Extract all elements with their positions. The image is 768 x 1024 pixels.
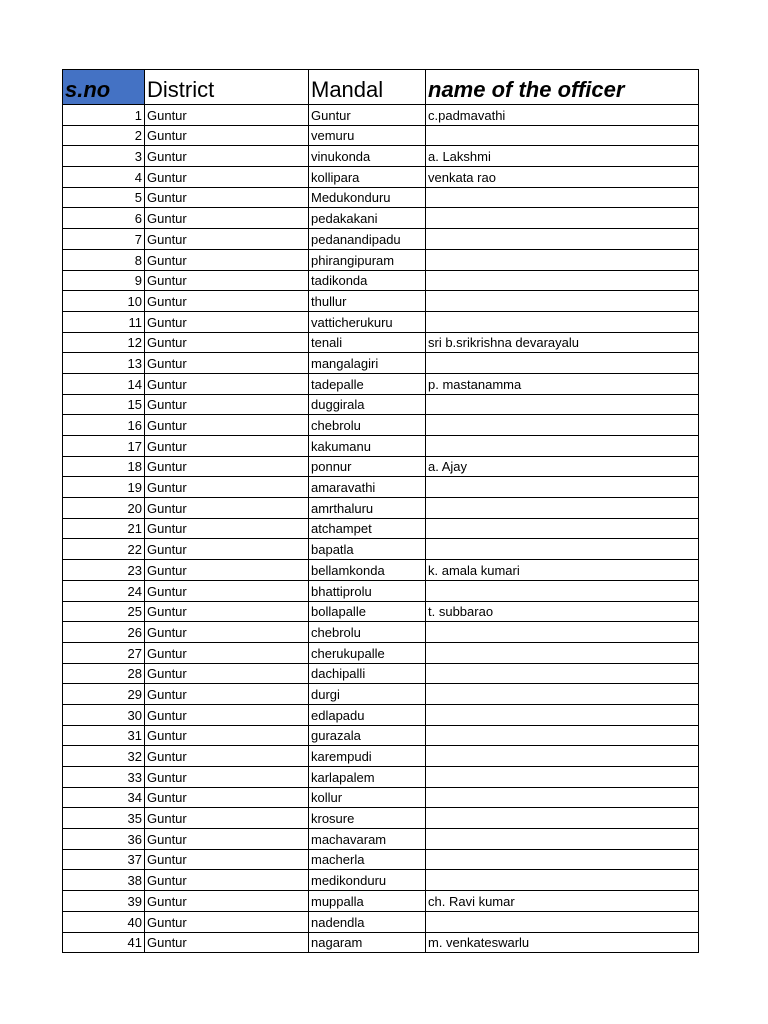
table-row [63, 394, 699, 415]
cell-mandal[interactable]: Medukonduru [309, 187, 426, 208]
cell-district[interactable]: Guntur [145, 477, 309, 498]
cell-sno[interactable]: 26 [63, 622, 145, 643]
cell-mandal[interactable]: durgi [309, 684, 426, 705]
cell-sno[interactable]: 21 [63, 518, 145, 539]
table-row [63, 146, 699, 167]
cell-district[interactable]: Guntur [145, 249, 309, 270]
cell-mandal[interactable]: atchampet [309, 518, 426, 539]
cell-officer[interactable] [426, 911, 699, 932]
cell-sno[interactable]: 19 [63, 477, 145, 498]
cell-officer[interactable]: p. mastanamma [426, 373, 699, 394]
cell-officer[interactable] [426, 415, 699, 436]
table-row [63, 291, 699, 312]
cell-mandal[interactable]: edlapadu [309, 704, 426, 725]
cell-officer[interactable] [426, 270, 699, 291]
cell-district[interactable]: Guntur [145, 684, 309, 705]
cell-mandal[interactable]: duggirala [309, 394, 426, 415]
cell-officer[interactable] [426, 663, 699, 684]
cell-district[interactable]: Guntur [145, 746, 309, 767]
cell-mandal[interactable]: cherukupalle [309, 642, 426, 663]
cell-officer[interactable]: venkata rao [426, 167, 699, 188]
cell-sno[interactable]: 9 [63, 270, 145, 291]
cell-mandal[interactable]: tadepalle [309, 373, 426, 394]
cell-mandal[interactable]: karempudi [309, 746, 426, 767]
cell-district[interactable]: Guntur [145, 498, 309, 519]
cell-mandal[interactable]: bellamkonda [309, 560, 426, 581]
cell-officer[interactable]: sri b.srikrishna devarayalu [426, 332, 699, 353]
cell-sno[interactable]: 38 [63, 870, 145, 891]
cell-district[interactable]: Guntur [145, 456, 309, 477]
cell-district[interactable]: Guntur [145, 415, 309, 436]
table-row [63, 187, 699, 208]
table-row [63, 808, 699, 829]
cell-district[interactable]: Guntur [145, 663, 309, 684]
cell-district[interactable]: Guntur [145, 849, 309, 870]
cell-officer[interactable] [426, 746, 699, 767]
table-row [63, 249, 699, 270]
cell-sno[interactable]: 36 [63, 829, 145, 850]
cell-officer[interactable] [426, 187, 699, 208]
cell-sno[interactable]: 24 [63, 580, 145, 601]
cell-district[interactable]: Guntur [145, 208, 309, 229]
cell-sno[interactable]: 8 [63, 249, 145, 270]
cell-officer[interactable] [426, 725, 699, 746]
cell-district[interactable]: Guntur [145, 394, 309, 415]
table-row [63, 436, 699, 457]
cell-mandal[interactable]: bapatla [309, 539, 426, 560]
cell-officer[interactable] [426, 767, 699, 788]
cell-mandal[interactable]: chebrolu [309, 415, 426, 436]
cell-sno[interactable]: 35 [63, 808, 145, 829]
cell-mandal[interactable]: bhattiprolu [309, 580, 426, 601]
cell-officer[interactable] [426, 518, 699, 539]
cell-sno[interactable]: 31 [63, 725, 145, 746]
cell-district[interactable]: Guntur [145, 187, 309, 208]
table-row [63, 704, 699, 725]
table-row [63, 746, 699, 767]
cell-mandal[interactable]: phirangipuram [309, 249, 426, 270]
cell-mandal[interactable]: medikonduru [309, 870, 426, 891]
header-row [63, 70, 699, 105]
cell-officer[interactable] [426, 291, 699, 312]
table-row [63, 911, 699, 932]
table-row [63, 498, 699, 519]
table-row [63, 932, 699, 953]
table-row [63, 125, 699, 146]
cell-district[interactable]: Guntur [145, 704, 309, 725]
cell-officer[interactable] [426, 477, 699, 498]
cell-mandal[interactable]: gurazala [309, 725, 426, 746]
cell-sno[interactable]: 17 [63, 436, 145, 457]
table-row [63, 208, 699, 229]
table-row [63, 560, 699, 581]
cell-district[interactable]: Guntur [145, 373, 309, 394]
cell-officer[interactable]: k. amala kumari [426, 560, 699, 581]
cell-district[interactable]: Guntur [145, 725, 309, 746]
cell-mandal[interactable]: tadikonda [309, 270, 426, 291]
cell-mandal[interactable]: nagaram [309, 932, 426, 953]
cell-officer[interactable] [426, 787, 699, 808]
cell-mandal[interactable]: pedanandipadu [309, 229, 426, 250]
cell-officer[interactable] [426, 436, 699, 457]
cell-sno[interactable]: 33 [63, 767, 145, 788]
cell-mandal[interactable]: kollipara [309, 167, 426, 188]
cell-officer[interactable] [426, 125, 699, 146]
cell-officer[interactable] [426, 580, 699, 601]
cell-officer[interactable]: t. subbarao [426, 601, 699, 622]
table-row [63, 787, 699, 808]
table-row [63, 725, 699, 746]
cell-district[interactable]: Guntur [145, 353, 309, 374]
cell-officer[interactable]: ch. Ravi kumar [426, 891, 699, 912]
cell-sno[interactable]: 29 [63, 684, 145, 705]
cell-officer[interactable] [426, 229, 699, 250]
cell-district[interactable]: Guntur [145, 601, 309, 622]
cell-sno[interactable]: 12 [63, 332, 145, 353]
cell-officer[interactable] [426, 249, 699, 270]
cell-mandal[interactable]: bollapalle [309, 601, 426, 622]
table-row [63, 642, 699, 663]
cell-district[interactable]: Guntur [145, 105, 309, 126]
cell-mandal[interactable]: pedakakani [309, 208, 426, 229]
cell-sno[interactable]: 28 [63, 663, 145, 684]
cell-mandal[interactable]: kakumanu [309, 436, 426, 457]
header-district[interactable]: District [145, 70, 309, 105]
cell-sno[interactable]: 39 [63, 891, 145, 912]
cell-mandal[interactable]: vinukonda [309, 146, 426, 167]
cell-mandal[interactable]: muppalla [309, 891, 426, 912]
table-row [63, 373, 699, 394]
cell-district[interactable]: Guntur [145, 167, 309, 188]
cell-district[interactable]: Guntur [145, 229, 309, 250]
table-row [63, 518, 699, 539]
cell-officer[interactable] [426, 394, 699, 415]
cell-officer[interactable] [426, 622, 699, 643]
cell-sno[interactable]: 41 [63, 932, 145, 953]
table-row [63, 580, 699, 601]
cell-mandal[interactable]: thullur [309, 291, 426, 312]
cell-sno[interactable]: 15 [63, 394, 145, 415]
cell-sno[interactable]: 18 [63, 456, 145, 477]
cell-district[interactable]: Guntur [145, 622, 309, 643]
cell-sno[interactable]: 5 [63, 187, 145, 208]
cell-sno[interactable]: 13 [63, 353, 145, 374]
cell-district[interactable]: Guntur [145, 808, 309, 829]
cell-officer[interactable] [426, 208, 699, 229]
cell-mandal[interactable]: machavaram [309, 829, 426, 850]
table-row [63, 684, 699, 705]
cell-mandal[interactable]: dachipalli [309, 663, 426, 684]
cell-sno[interactable]: 4 [63, 167, 145, 188]
table-row [63, 601, 699, 622]
cell-officer[interactable]: c.padmavathi [426, 105, 699, 126]
cell-district[interactable]: Guntur [145, 642, 309, 663]
table-row [63, 415, 699, 436]
cell-sno[interactable]: 32 [63, 746, 145, 767]
cell-district[interactable]: Guntur [145, 539, 309, 560]
cell-sno[interactable]: 40 [63, 911, 145, 932]
officer-table [62, 69, 699, 953]
cell-sno[interactable]: 10 [63, 291, 145, 312]
cell-sno[interactable]: 30 [63, 704, 145, 725]
table-row [63, 663, 699, 684]
table-row [63, 270, 699, 291]
cell-sno[interactable]: 6 [63, 208, 145, 229]
cell-district[interactable]: Guntur [145, 270, 309, 291]
cell-sno[interactable]: 22 [63, 539, 145, 560]
table-row [63, 229, 699, 250]
cell-mandal[interactable]: tenali [309, 332, 426, 353]
cell-mandal[interactable]: chebrolu [309, 622, 426, 643]
cell-district[interactable]: Guntur [145, 911, 309, 932]
cell-sno[interactable]: 34 [63, 787, 145, 808]
cell-officer[interactable] [426, 684, 699, 705]
cell-officer[interactable] [426, 849, 699, 870]
cell-district[interactable]: Guntur [145, 829, 309, 850]
table-row [63, 829, 699, 850]
table-row [63, 332, 699, 353]
cell-district[interactable]: Guntur [145, 146, 309, 167]
table-row [63, 105, 699, 126]
cell-mandal[interactable]: ponnur [309, 456, 426, 477]
cell-sno[interactable]: 23 [63, 560, 145, 581]
table-row [63, 891, 699, 912]
cell-officer[interactable]: a. Lakshmi [426, 146, 699, 167]
table-row [63, 477, 699, 498]
cell-sno[interactable]: 1 [63, 105, 145, 126]
table-row [63, 311, 699, 332]
table-row [63, 849, 699, 870]
cell-officer[interactable]: m. venkateswarlu [426, 932, 699, 953]
cell-sno[interactable]: 37 [63, 849, 145, 870]
cell-sno[interactable]: 20 [63, 498, 145, 519]
cell-district[interactable]: Guntur [145, 891, 309, 912]
cell-officer[interactable] [426, 704, 699, 725]
cell-district[interactable]: Guntur [145, 870, 309, 891]
cell-district[interactable]: Guntur [145, 560, 309, 581]
cell-mandal[interactable]: kollur [309, 787, 426, 808]
table-row [63, 622, 699, 643]
cell-district[interactable]: Guntur [145, 767, 309, 788]
cell-mandal[interactable]: vemuru [309, 125, 426, 146]
cell-sno[interactable]: 25 [63, 601, 145, 622]
cell-district[interactable]: Guntur [145, 787, 309, 808]
cell-sno[interactable]: 7 [63, 229, 145, 250]
cell-mandal[interactable]: mangalagiri [309, 353, 426, 374]
cell-mandal[interactable]: amaravathi [309, 477, 426, 498]
table-row [63, 353, 699, 374]
cell-sno[interactable]: 27 [63, 642, 145, 663]
cell-officer[interactable] [426, 539, 699, 560]
table-row [63, 456, 699, 477]
cell-officer[interactable]: a. Ajay [426, 456, 699, 477]
cell-district[interactable]: Guntur [145, 311, 309, 332]
cell-mandal[interactable]: Guntur [309, 105, 426, 126]
cell-officer[interactable] [426, 311, 699, 332]
cell-officer[interactable] [426, 498, 699, 519]
cell-district[interactable]: Guntur [145, 436, 309, 457]
cell-mandal[interactable]: vatticherukuru [309, 311, 426, 332]
table-row [63, 167, 699, 188]
cell-mandal[interactable]: nadendla [309, 911, 426, 932]
cell-sno[interactable]: 3 [63, 146, 145, 167]
table-row [63, 767, 699, 788]
header-mandal[interactable]: Mandal [309, 70, 426, 105]
cell-district[interactable]: Guntur [145, 332, 309, 353]
cell-sno[interactable]: 11 [63, 311, 145, 332]
cell-district[interactable]: Guntur [145, 518, 309, 539]
cell-sno[interactable]: 2 [63, 125, 145, 146]
cell-officer[interactable] [426, 870, 699, 891]
cell-mandal[interactable]: amrthaluru [309, 498, 426, 519]
cell-officer[interactable] [426, 829, 699, 850]
cell-district[interactable]: Guntur [145, 125, 309, 146]
header-officer[interactable]: name of the officer [426, 70, 699, 105]
table-row [63, 539, 699, 560]
cell-sno[interactable]: 14 [63, 373, 145, 394]
cell-district[interactable]: Guntur [145, 291, 309, 312]
cell-district[interactable]: Guntur [145, 580, 309, 601]
spreadsheet [62, 69, 698, 953]
cell-sno[interactable]: 16 [63, 415, 145, 436]
cell-officer[interactable] [426, 353, 699, 374]
cell-mandal[interactable]: macherla [309, 849, 426, 870]
cell-officer[interactable] [426, 808, 699, 829]
cell-mandal[interactable]: krosure [309, 808, 426, 829]
cell-district[interactable]: Guntur [145, 932, 309, 953]
cell-officer[interactable] [426, 642, 699, 663]
cell-mandal[interactable]: karlapalem [309, 767, 426, 788]
table-row [63, 870, 699, 891]
header-sno[interactable]: s.no [63, 70, 145, 105]
